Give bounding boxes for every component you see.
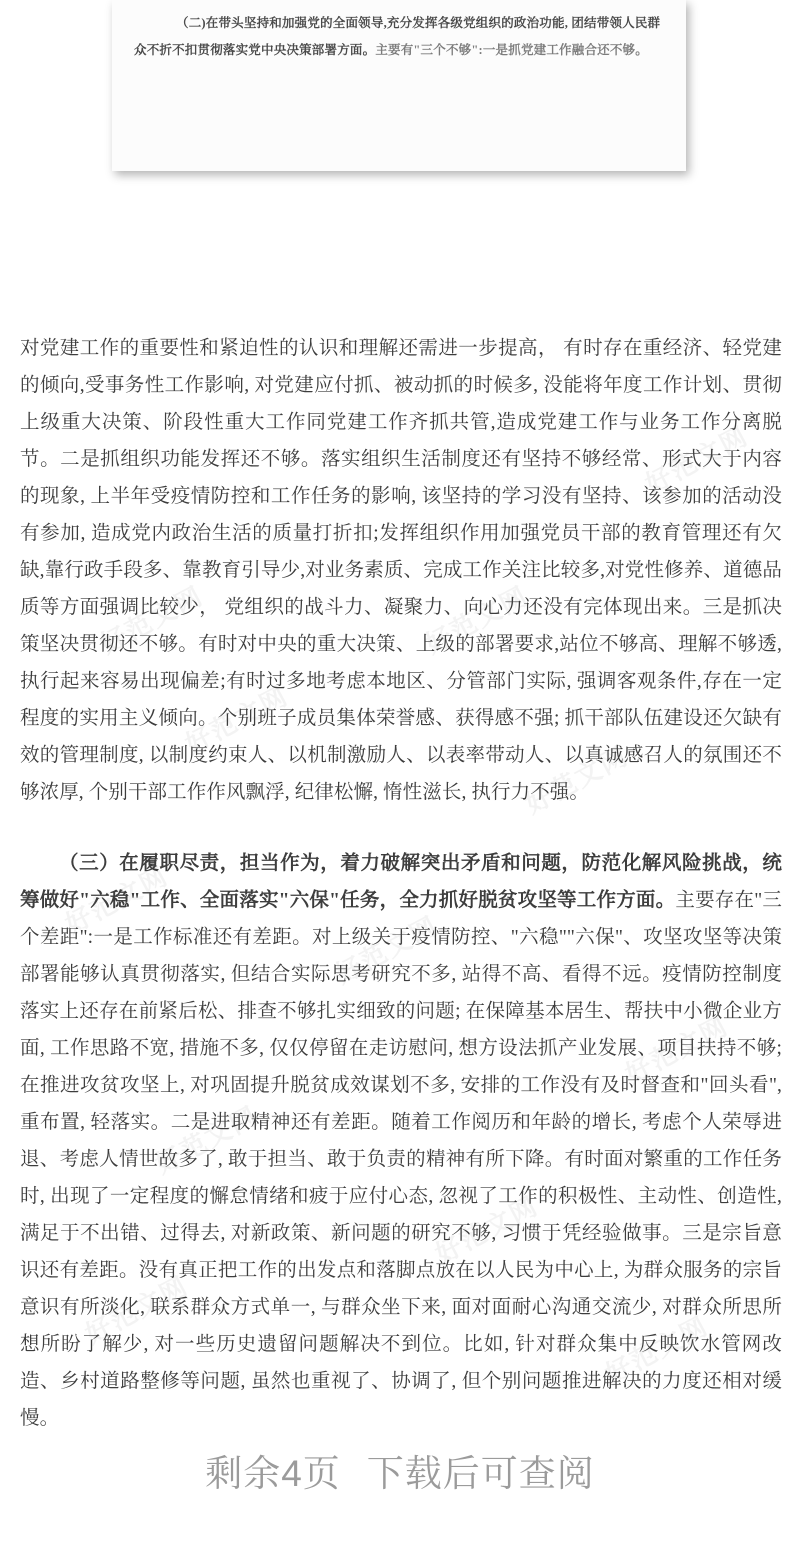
watermark-7: 好范文网 — [330, 910, 444, 990]
watermark-10: 好范文网 — [430, 1190, 544, 1270]
watermark-8: 好范文网 — [620, 1010, 734, 1090]
download-hint-label[interactable]: 下载后可查阅 — [366, 1453, 595, 1494]
watermark-1: 好范文网 — [95, 580, 209, 660]
watermark-6: 好范文网 — [60, 860, 174, 940]
preview-card-content — [112, 0, 686, 64]
preview-card-surface — [112, 0, 686, 171]
paragraph-party-building: 对党建工作的重要性和紧迫性的认识和理解还需进一步提高， 有时存在重经济、轻党建的倾向,受事务性工作影响, 对党建应付抓、被动抓的时候多, 没能将年度工作计划、贯彻上级重大决策、阶段性重大工作同党建工作齐抓共管,造成党建工作与业务工作分离脱节。二是抓组织功能发挥还不够。落实组织生活制度还有坚持不够经常、形式大于内容的现象, 上半年受疫情防控和工作任务的影响, 该坚持的学习没有坚持、该参加的活动没有参加, 造成党内政治生活的质量打折扣;发挥组织作用加强党员干部的教育管理还有欠缺,靠行政手段多、靠教育引导少,对业务素质、完成工作关注比较多,对党性修养、道德品质等方面强调比较少， 党组织的战斗力、凝聚力、向心力还没有完体现出来。三是抓决策坚决贯彻还不够。有时对中央的重大决策、上级的部署要求,站位不够高、理解不够透, 执行起来容易出现偏差;有时过多地考虑本地区、分管部门实际, 强调客观条件,存在一定程度的实用主义倾向。个别班子成员集体荣誉感、获得感不强; 抓干部队伍建设还欠缺有效的管理制度, 以制度约束人、以机制激励人、以表率带动人、以真诚感召人的氛围还不够浓厚, 个别干部工作作风飘浮, 纪律松懈, 惰性滋长, 执行力不强。 — [20, 338, 782, 803]
preview-card-line-2 — [134, 37, 664, 64]
watermark-11: 好范文网 — [80, 1270, 194, 1350]
watermark-9: 好范文网 — [150, 1100, 264, 1180]
watermark-5: 好范文网 — [520, 740, 634, 820]
preview-card-line-1: （二)在带头坚持和加强党的全面领导,充分发挥各级党组织的政治功能, 团结带领人民群 — [176, 16, 661, 30]
document-body — [20, 330, 782, 1437]
watermark-4: 好范文网 — [180, 680, 294, 760]
watermark-12: 好范文网 — [600, 1310, 714, 1390]
download-footer — [0, 1443, 800, 1497]
preview-card-line-2-part-b: 主要有"三个不够":一是抓党建工作融合还不够。 — [375, 43, 648, 57]
paragraph-section-three-body: 主要存在"三个差距":一是工作标准还有差距。对上级关于疫情防控、"六稳""六保"、攻坚攻坚等决策部署能够认真贯彻落实, 但结合实际思考研究不多, 站得不高、看得不远。疫情防控制度落实上还存在前紧后松、排查不够扎实细致的问题; 在保障基本居生、帮扶中小微企业方面, 工作思路不宽, 措施不多, 仅仅停留在走访慰问, 想方设法抓产业发展、项目扶持不够; 在推进攻贫攻坚上, 对巩固提升脱贫成效谋划不多, 安排的工作没有及时督查和"回头看", 重布置, 轻落实。二是进取精神还有差距。随着工作阅历和年龄的增长, 考虑个人荣辱进退、考虑人情世故多了, 敢于担当、敢于负责的精神有所下降。有时面对繁重的工作任务时, 出现了一定程度的懈怠情绪和疲于应付心态, 忽视了工作的积极性、主动性、创造性, 满足于不出错、过得去, 对新政策、新问题的研究不够, 习惯于凭经验做事。三是宗旨意识还有差距。没有真正把工作的出发点和落脚点放在以人民为中心上, 为群众服务的宗旨意识有所淡化, 联系群众方式单一, 与群众坐下来, 面对面耐心沟通交流少, 对群众所思所想所盼了解少, 对一些历史遗留问题解决不到位。比如, 针对群众集中反映饮水管网改造、乡村道路整修等问题, 虽然也重视了、协调了, 但个别问题推进解决的力度还相对缓慢。 — [20, 890, 782, 1429]
paragraph-section-three — [20, 845, 782, 1437]
paragraph-section-three-heading: （三）在履职尽责，担当作为，着力破解突出矛盾和问题，防范化解风险挑战，统筹做好"六稳"工作、全面落实"六保"任务，全力抓好脱贫攻坚等工作方面。 — [20, 853, 782, 911]
watermark-2: 好范文网 — [420, 580, 534, 660]
preview-card-line-2-part-a: 众不折不扣贯彻落实党中央决策部署方面。 — [134, 43, 376, 57]
previous-page-preview-card — [112, 0, 686, 171]
remaining-pages-label: 剩余4页 — [205, 1453, 341, 1494]
watermark-3: 好范文网 — [640, 420, 754, 500]
